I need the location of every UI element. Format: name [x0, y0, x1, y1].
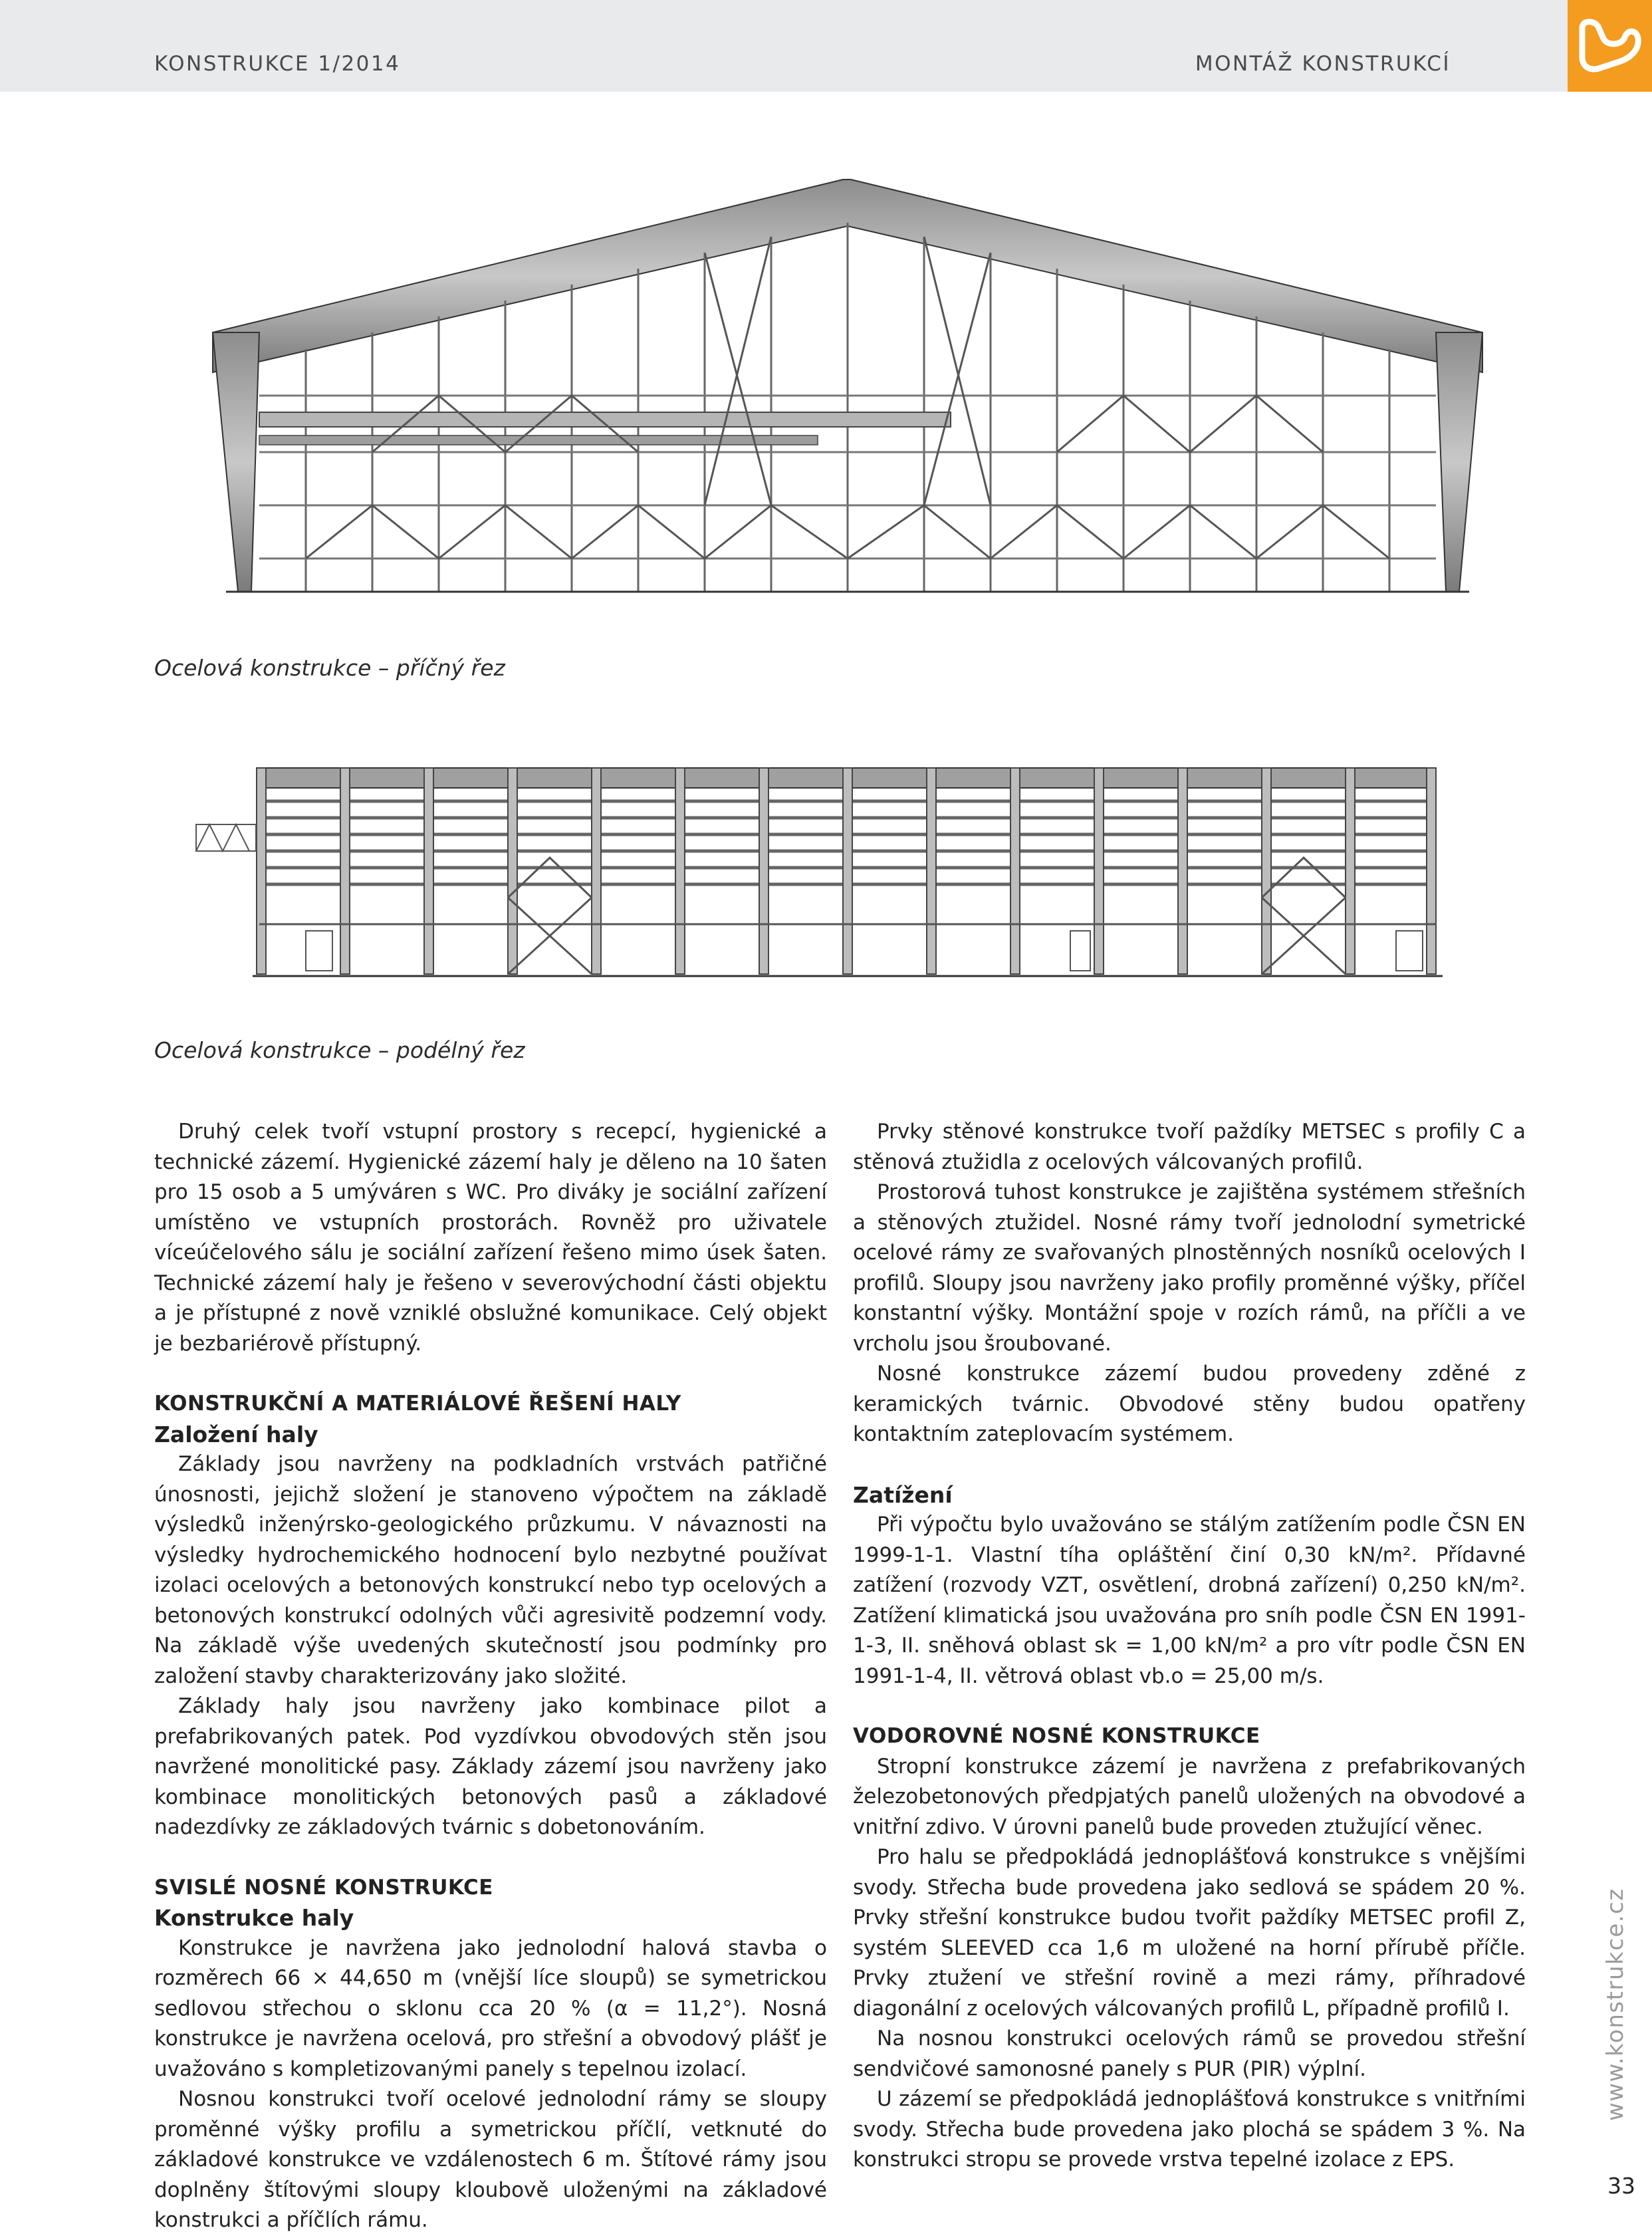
paragraph: Nosné konstrukce zázemí budou provedeny zděné z keramických tvárnic. Obvodové stěny budou opatřeny kontaktním zateplovacím systémem.: [853, 1362, 1526, 1446]
section-heading: KONSTRUKČNÍ A MATERIÁLOVÉ ŘEŠENÍ HALY: [154, 1392, 681, 1416]
paragraph: Prvky stěnové konstrukce tvoří paždíky METSEC s profily C a stěnová ztužidla z ocelových válcovaných profilů.: [853, 1120, 1526, 1174]
paragraph: Základy haly jsou navrženy jako kombinace pilot a prefabrikovaných patek. Pod vyzdívkou obvodových stěn jsou navržené monolitické pasy. Základy zázemí jsou navrženy jako kombinace monolitických betonových pasů a základové nadezdívky ze základových tvárnic s dobetonováním.: [154, 1694, 827, 1839]
paragraph: Základy jsou navrženy na podkladních vrstvách patřičné únosnosti, jejichž složení je stanoveno výpočtem na základě výsledků inženýrsko-geologického průzkumu. V návaznosti na výsledky hydrochemického hodnocení bylo nezbytné používat izolaci ocelových a betonových konstrukcí nebo typ ocelových a betonových konstrukcí odolných vůči agresivitě podzemní vody. Na základě výše uvedených skutečností jsou podmínky pro založení stavby charakterizovány jako složité.: [154, 1452, 827, 1688]
journal-title: KONSTRUKCE 1/2014: [154, 52, 401, 76]
cross-section-drawing: [199, 173, 1496, 612]
paragraph: U zázemí se předpokládá jednoplášťová konstrukce s vnitřními svody. Střecha bude provedena jako plochá se spádem 3 %. Na konstrukci stropu se provede vrstva tepelné izolace z EPS.: [853, 2087, 1526, 2172]
longitudinal-section-drawing: [193, 765, 1449, 984]
running-header: [0, 0, 1568, 92]
subsection-heading: Založení haly: [154, 1421, 318, 1447]
left-text-column: [154, 1117, 827, 2236]
paragraph: Na nosnou konstrukci ocelových rámů se provedou střešní sendvičové samonosné panely s PUR (PIR) výplní.: [853, 2027, 1526, 2081]
paragraph: Konstrukce je navržena jako jednolodní halová stavba o rozměrech 66 × 44,650 m (vnější líce sloupů) se symetrickou sedlovou střechou o sklonu cca 20 % (α = 11,2°). Nosná konstrukce je navržena ocelová, pro střešní a obvodový plášť je uvažováno s kompletizovanými panely s tepelnou izolací.: [154, 1935, 827, 2081]
section-heading: SVISLÉ NOSNÉ KONSTRUKCE: [154, 1875, 493, 1900]
subsection-heading: Zatížení: [853, 1481, 953, 1508]
paragraph: Stropní konstrukce zázemí je navržena z prefabrikovaných železobetonových předpjatých panelů uložených na obvodové a vnitřní zdivo. V úrovni panelů bude proveden ztužující věnec.: [853, 1754, 1526, 1839]
subsection-heading: Konstrukce haly: [154, 1905, 354, 1931]
paragraph: Prostorová tuhost konstrukce je zajištěna systémem střešních a stěnových ztužidel. Nosné rámy tvoří jednolodní symetrické ocelové rámy ze svařovaných plnostěnných nosníků ocelových I profilů. Sloupy jsou navrženy jako profily proměnné výšky, příčel konstantní výšky. Montážní spoje v rozích rámů, na příčli a ve vrcholu jsou šroubované.: [853, 1180, 1526, 1356]
paragraph: Při výpočtu bylo uvažováno se stálým zatížením podle ČSN EN 1999-1-1. Vlastní tíha opláštění činí 0,30 kN/m². Přídavné zatížení (rozvody VZT, osvětlení, drobná zařízení) 0,250 kN/m². Zatížení klimatická jsou uvažována pro sníh podle ČSN EN 1991-1-3, II. sněhová oblast sk = 1,00 kN/m² a pro vítr podle ČSN EN 1991-1-4, II. větrová oblast vb.o = 25,00 m/s.: [853, 1513, 1526, 1688]
page-number: 33: [1607, 2173, 1635, 2199]
figure-caption-longitudinal-section: Ocelová konstrukce – podélný řez: [154, 1037, 525, 1063]
beam-profile-icon: [1568, 0, 1652, 92]
figure-caption-cross-section: Ocelová konstrukce – příčný řez: [154, 655, 505, 681]
paragraph: Druhý celek tvoří vstupní prostory s recepcí, hygienické a technické zázemí. Hygienické zázemí haly je děleno na 10 šaten pro 15 osob a 5 umýváren s WC. Pro diváky je sociální zařízení umístěno ve vstupních prostorách. Rovněž pro uživatele víceúčelového sálu je sociální zařízení řešeno mimo úsek šaten. Technické zázemí haly je řešeno v severovýchodní části objektu a je přístupné z nově vzniklé obslužné komunikace. Celý objekt je bezbariérově přístupný.: [154, 1120, 827, 1356]
website-url[interactable]: www.konstrukce.cz: [1602, 1888, 1629, 2121]
paragraph: Nosnou konstrukci tvoří ocelové jednolodní rámy se sloupy proměnné výšky profilu a symetrickou příčlí, vetknuté do základové konstrukce ve vzdálenostech 6 m. Štítové rámy jsou doplněny štítovými sloupy kloubově uloženými na základové konstrukci a příčlích rámu.: [154, 2087, 827, 2232]
paragraph: Pro halu se předpokládá jednoplášťová konstrukce s vnějšími svody. Střecha bude provedena jako sedlová se spádem 20 %. Prvky střešní konstrukce budou tvořit paždíky METSEC profil Z, systém SLEEVED cca 1,6 m uložené na horní přírubě příčle. Prvky ztužení ve střešní rovině a mezi rámy, příhradové diagonální z ocelových válcovaných profilů L, případně profilů I.: [853, 1845, 1526, 2021]
section-title: MONTÁŽ KONSTRUKCÍ: [1195, 52, 1451, 76]
section-heading: VODOROVNÉ NOSNÉ KONSTRUKCE: [853, 1724, 1260, 1748]
right-text-column: [853, 1117, 1526, 2175]
